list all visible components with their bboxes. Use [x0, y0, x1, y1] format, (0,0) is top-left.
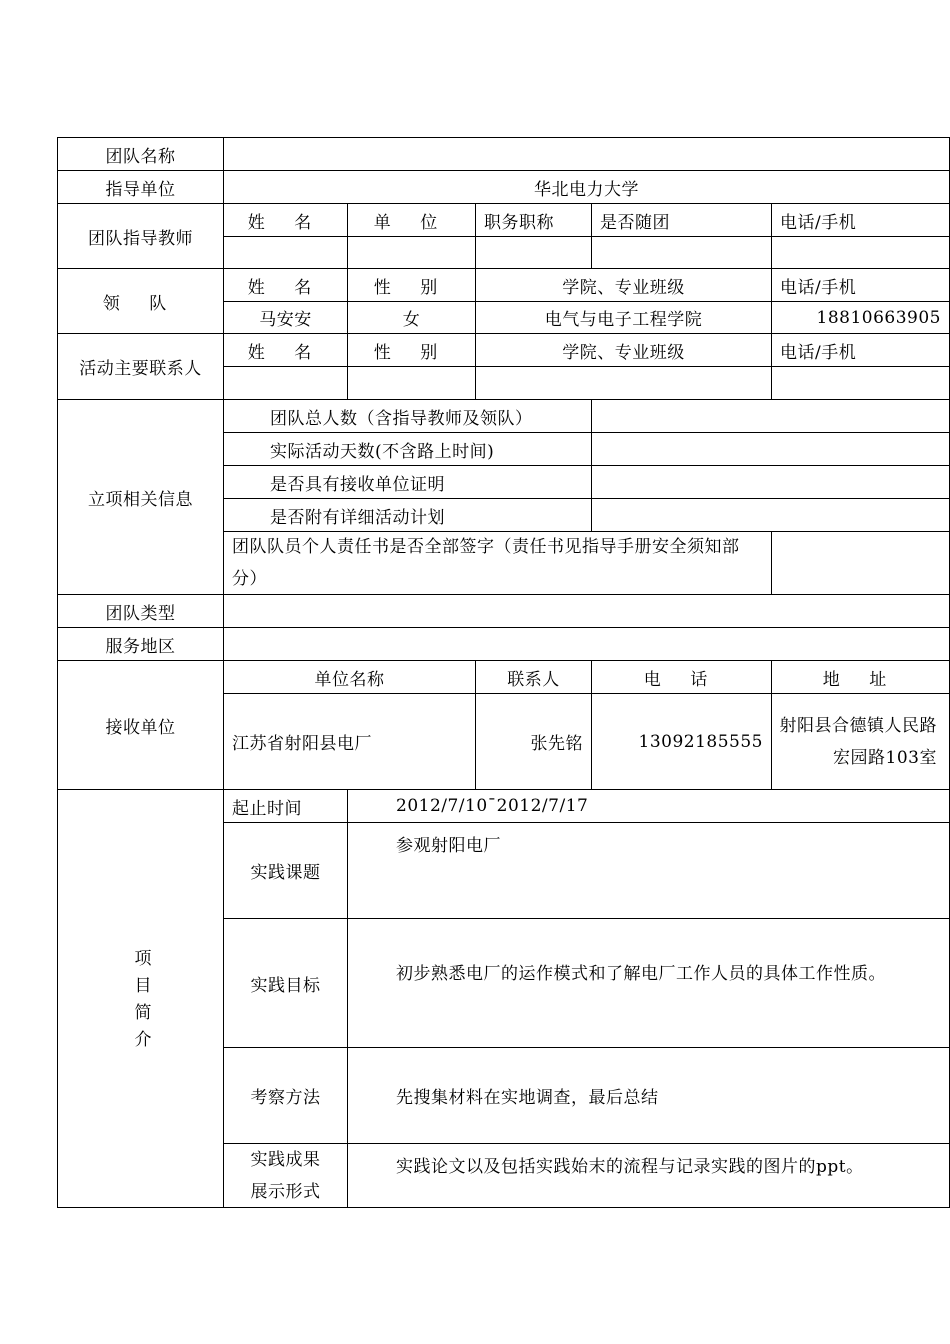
- teachers-header-name-text: 姓 名: [247, 212, 324, 233]
- leader-header-gender: [347, 268, 476, 302]
- leader-header-gender-text: 性 别: [373, 277, 450, 298]
- leader-header-phone-text: 电话/手机: [780, 277, 857, 298]
- receiving-cell-unit[interactable]: [223, 693, 476, 790]
- teachers-header-accompany-text: 是否随团: [600, 212, 670, 233]
- leader-header-college: [475, 268, 772, 302]
- teachers-header-title: [475, 203, 592, 237]
- project-info-item-label: [223, 531, 772, 595]
- team-name-label: [57, 137, 224, 171]
- teachers-header-title-text: 职务职称: [484, 212, 554, 233]
- receiving-cell-contact-text: 张先铭: [530, 734, 583, 754]
- project-info-label: [57, 399, 224, 595]
- receiving-cell-address[interactable]: [771, 693, 950, 790]
- teachers-label-text: 团队指导教师: [88, 228, 193, 249]
- result-label: [223, 1143, 348, 1208]
- contact-cell-college[interactable]: [475, 366, 772, 400]
- leader-header-name: [223, 268, 348, 302]
- receiving-header-unit: [223, 660, 476, 694]
- team-name-field[interactable]: [223, 137, 950, 171]
- period-value: 2012/7/10¯2012/7/17: [396, 796, 589, 816]
- contact-label: [57, 333, 224, 400]
- project-info-label-text: 立项相关信息: [88, 489, 193, 510]
- guide-unit-label-text: 指导单位: [105, 179, 176, 200]
- service-area-label: [57, 627, 224, 661]
- topic-field[interactable]: [347, 822, 950, 919]
- teachers-header-phone: [771, 203, 950, 237]
- leader-cell-name[interactable]: [223, 301, 348, 334]
- result-label-text: 实践成果展示形式: [250, 1149, 321, 1202]
- contact-cell-name[interactable]: [223, 366, 348, 400]
- method-label-text: 考察方法: [250, 1088, 321, 1108]
- contact-header-college: [475, 333, 772, 367]
- leader-header-phone: [771, 268, 950, 302]
- team-type-label-text: 团队类型: [105, 603, 176, 624]
- goal-field[interactable]: [347, 918, 950, 1048]
- project-info-item-text: 是否具有接收单位证明: [270, 474, 445, 495]
- period-field[interactable]: [347, 789, 950, 823]
- goal-label: [223, 918, 348, 1048]
- team-type-field[interactable]: [223, 594, 950, 628]
- teachers-cell-phone[interactable]: [771, 236, 950, 269]
- receiving-header-contact-text: 联系人: [507, 669, 560, 690]
- contact-header-phone-text: 电话/手机: [780, 342, 857, 363]
- leader-cell-gender[interactable]: [347, 301, 476, 334]
- receiving-header-phone: [591, 660, 772, 694]
- teachers-header-unit-text: 单 位: [373, 212, 450, 233]
- contact-cell-phone[interactable]: [771, 366, 950, 400]
- receiving-header-address-text: 地 址: [822, 669, 899, 690]
- teachers-cell-unit[interactable]: [347, 236, 476, 269]
- receiving-cell-unit-text: 江苏省射阳县电厂: [232, 734, 372, 754]
- leader-cell-college-text: 电气与电子工程学院: [544, 310, 703, 330]
- teachers-cell-title[interactable]: [475, 236, 592, 269]
- teachers-header-unit: [347, 203, 476, 237]
- receiving-unit-label: [57, 660, 224, 790]
- project-info-item-value[interactable]: [591, 498, 950, 532]
- period-label-text: 起止时间: [232, 798, 302, 819]
- topic-label-text: 实践课题: [250, 863, 321, 883]
- contact-header-college-text: 学院、专业班级: [562, 342, 685, 363]
- project-info-item-label: [223, 498, 592, 532]
- project-intro-label: [57, 789, 224, 1208]
- leader-label: [57, 268, 224, 334]
- method-label: [223, 1047, 348, 1144]
- project-info-item-text: 是否附有详细活动计划: [270, 507, 445, 528]
- topic-value: 参观射阳电厂: [396, 836, 501, 856]
- project-info-item-value[interactable]: [591, 399, 950, 433]
- service-area-field[interactable]: [223, 627, 950, 661]
- project-info-item-value[interactable]: [591, 465, 950, 499]
- project-intro-label-text: 项目简介: [130, 948, 151, 1057]
- goal-value: 初步熟悉电厂的运作模式和了解电厂工作人员的具体工作性质。: [396, 964, 886, 984]
- teachers-header-accompany: [591, 203, 772, 237]
- leader-cell-gender-text: 女: [402, 310, 421, 330]
- contact-header-gender-text: 性 别: [373, 342, 450, 363]
- project-info-item-label: [223, 399, 592, 433]
- teachers-cell-accompany[interactable]: [591, 236, 772, 269]
- receiving-cell-contact[interactable]: [475, 693, 592, 790]
- team-type-label: [57, 594, 224, 628]
- guide-unit-label: [57, 170, 224, 204]
- contact-header-gender: [347, 333, 476, 367]
- teachers-cell-name[interactable]: [223, 236, 348, 269]
- leader-cell-name-text: 马安安: [259, 310, 312, 330]
- project-info-item-text: 团队队员个人责任书是否全部签字（责任书见指导手册安全须知部分）: [232, 537, 740, 589]
- goal-label-text: 实践目标: [250, 975, 321, 996]
- project-info-item-text: 实际活动天数(不含路上时间): [270, 441, 495, 462]
- receiving-header-address: [771, 660, 950, 694]
- service-area-label-text: 服务地区: [105, 636, 176, 657]
- receiving-cell-phone-text: 13092185555: [638, 731, 763, 752]
- leader-header-college-text: 学院、专业班级: [562, 277, 685, 298]
- project-info-item-value[interactable]: [591, 432, 950, 466]
- guide-unit-field[interactable]: [223, 170, 950, 204]
- leader-label-text: 领 队: [102, 293, 179, 314]
- teachers-header-phone-text: 电话/手机: [780, 212, 857, 233]
- contact-label-text: 活动主要联系人: [79, 359, 202, 379]
- contact-cell-gender[interactable]: [347, 366, 476, 400]
- project-info-item-text: 团队总人数（含指导教师及领队）: [270, 408, 533, 429]
- project-info-item-label: [223, 432, 592, 466]
- receiving-header-contact: [475, 660, 592, 694]
- contact-header-name: [223, 333, 348, 367]
- topic-label: [223, 822, 348, 919]
- receiving-cell-address-text: 射阳县合德镇人民路宏园路103室: [779, 715, 937, 768]
- receiving-cell-phone[interactable]: [591, 693, 772, 790]
- receiving-header-unit-text: 单位名称: [314, 669, 385, 690]
- period-label: [223, 789, 348, 823]
- team-name-label-text: 团队名称: [105, 146, 176, 167]
- leader-cell-phone[interactable]: [771, 301, 950, 334]
- teachers-header-name: [223, 203, 348, 237]
- result-field[interactable]: [347, 1143, 950, 1208]
- receiving-unit-label-text: 接收单位: [105, 717, 176, 738]
- guide-unit-value: 华北电力大学: [534, 179, 639, 200]
- leader-cell-phone-text: 18810663905: [816, 307, 941, 328]
- method-value: 先搜集材料在实地调查，最后总结: [396, 1088, 659, 1108]
- project-info-item-value[interactable]: [771, 531, 950, 595]
- teachers-label: [57, 203, 224, 269]
- result-value: 实践论文以及包括实践始末的流程与记录实践的图片的ppt。: [396, 1157, 864, 1177]
- receiving-header-phone-text: 电 话: [643, 669, 720, 690]
- project-info-item-label: [223, 465, 592, 499]
- method-field[interactable]: [347, 1047, 950, 1144]
- contact-header-name-text: 姓 名: [247, 342, 324, 363]
- leader-cell-college[interactable]: [475, 301, 772, 334]
- leader-header-name-text: 姓 名: [247, 277, 324, 298]
- contact-header-phone: [771, 333, 950, 367]
